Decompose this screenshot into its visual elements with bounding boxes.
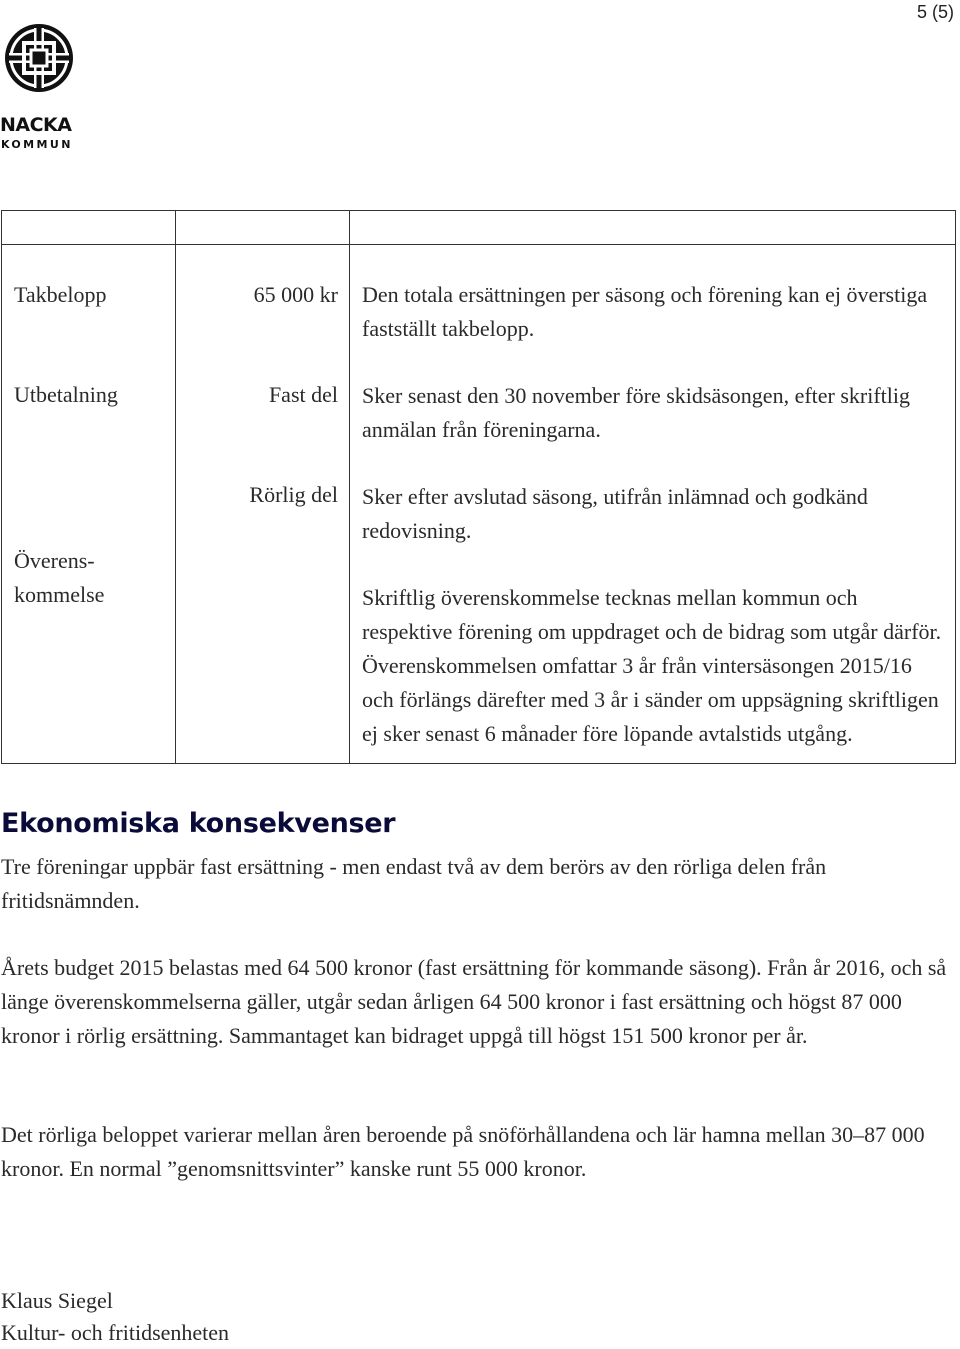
section-heading: Ekonomiska konsekvenser (1, 808, 396, 839)
row-label-takbelopp: Takbelopp (14, 282, 107, 307)
row-label-overenskommelse: Överens-kommelse (14, 548, 105, 607)
nacka-kommun-logo (0, 22, 80, 151)
row-sub-rorlig-del: Rörlig del (249, 482, 338, 507)
signature (1, 1285, 229, 1349)
nacka-emblem-icon (0, 22, 78, 94)
row-text-takbelopp: Den totala ersättningen per säsong och förening kan ej överstiga fastställt takbelopp. (362, 282, 928, 341)
table-header-row (2, 211, 956, 245)
paragraph-3: Det rörliga beloppet varierar mellan åren beroende på snöförhållandena och lär hamna mellan 30–87 000 kronor. En normal ”genomsnittsvinter” kanske runt 55 000 kronor. (1, 1122, 925, 1181)
logo-subtitle: KOMMUN (1, 138, 73, 151)
row-text-fast-del: Sker senast den 30 november före skidsäsongen, efter skriftlig anmälan från föreningarna. (362, 383, 911, 442)
signature-name: Klaus Siegel (1, 1288, 113, 1313)
signature-unit: Kultur- och fritidsenheten (1, 1320, 230, 1345)
row-text-overenskommelse: Skriftlig överenskommelse tecknas mellan kommun och respektive förening om uppdraget och de bidrag som utgår därför. Överenskommelsen omfattar 3 år från vintersäsongen 2015/16 och förlängs därefter med 3 år i sänder om uppsägning skriftligen ej sker senast 6 månader före löpande avtalstids utgång. (362, 585, 942, 746)
row-label-utbetalning: Utbetalning (14, 382, 118, 407)
table-row (2, 245, 956, 764)
paragraph-1: Tre föreningar uppbär fast ersättning - men endast två av dem berörs av den rörliga delen från fritidsnämnden. (1, 854, 827, 913)
row-sub-fast-del: Fast del (268, 382, 338, 407)
rules-table (1, 210, 956, 764)
row-text-rorlig-del: Sker efter avslutad säsong, utifrån inlämnad och godkänd redovisning. (362, 484, 868, 543)
paragraph-2: Årets budget 2015 belastas med 64 500 kronor (fast ersättning för kommande säsong). Från år 2016, och så länge överenskommelserna gäller, utgår sedan årligen 64 500 kronor i fast ersättning och högst 87 000 kronor i rörlig ersättning. Sammantaget kan bidraget uppgå till högst 151 500 kronor per år. (1, 955, 947, 1048)
page-number: 5 (5) (916, 2, 954, 22)
row-sub-takbelopp: 65 000 kr (253, 282, 338, 307)
logo-wordmark: NACKA (0, 114, 72, 136)
